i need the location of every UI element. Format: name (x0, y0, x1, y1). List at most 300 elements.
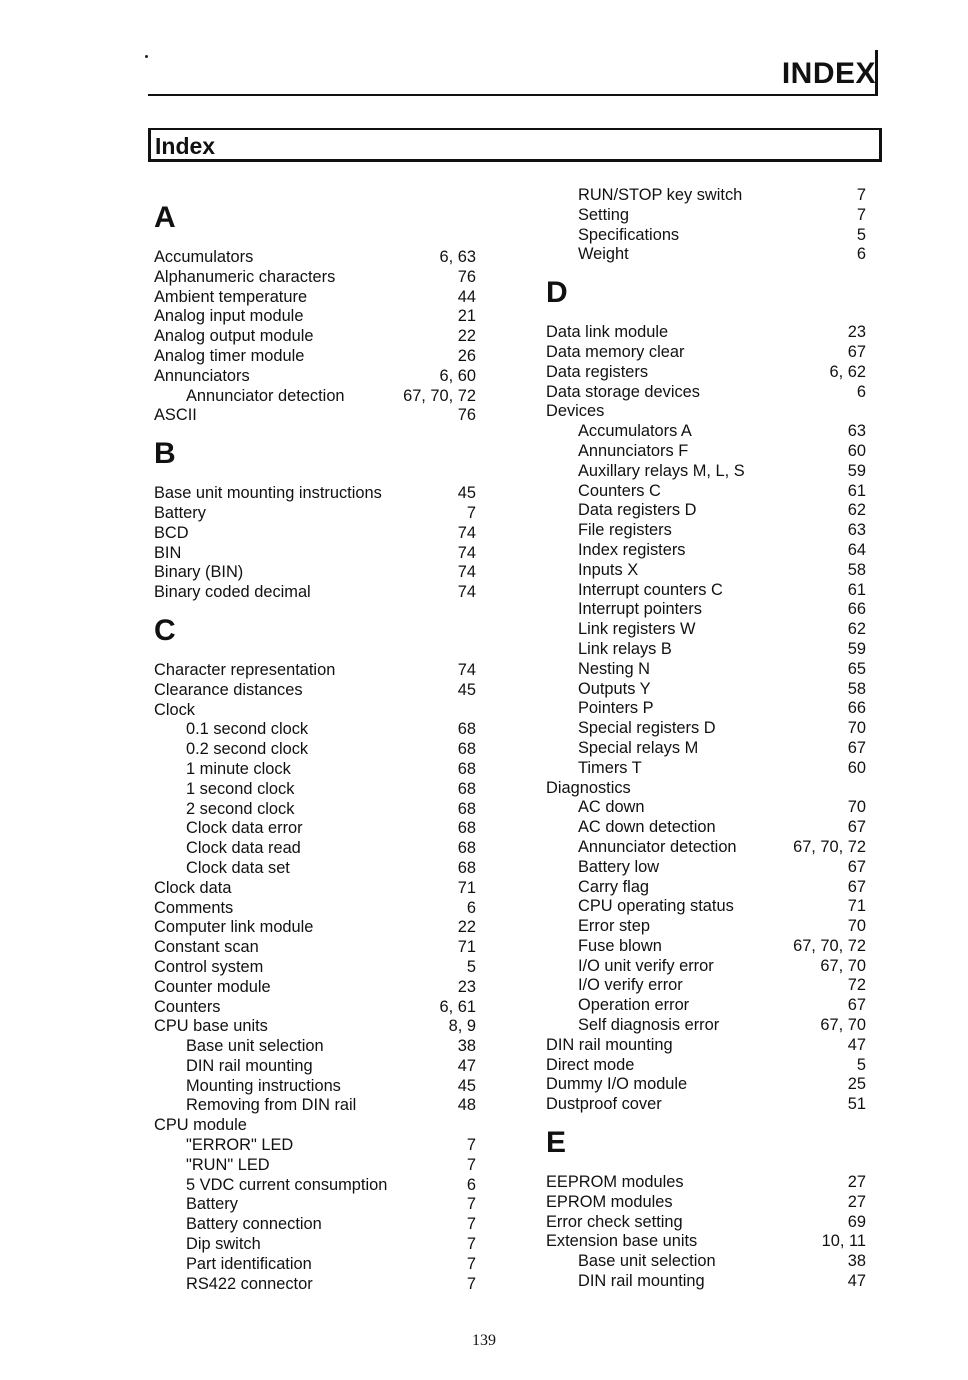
index-entry (154, 504, 476, 524)
entry-pages: 67 (847, 342, 866, 361)
index-entry (154, 307, 476, 327)
index-entry (154, 978, 476, 998)
section-letter: B (154, 437, 176, 471)
entry-pages: 6, 60 (439, 366, 476, 385)
entry-term: Binary (BIN) (154, 563, 244, 582)
index-subentry (154, 780, 476, 800)
index-subentry (154, 1037, 476, 1057)
entry-term: Battery low (578, 857, 660, 876)
entry-term: Alphanumeric characters (154, 267, 336, 286)
index-subentry (546, 640, 866, 660)
entry-term: Character representation (154, 660, 336, 679)
entry-pages: 65 (847, 659, 866, 678)
entry-term: 1 minute clock (186, 759, 291, 778)
entry-pages: 7 (466, 1235, 476, 1254)
entry-pages: 71 (457, 878, 476, 897)
entry-term: Annunciators (154, 366, 250, 385)
entry-term: Base unit selection (578, 1252, 716, 1271)
entry-pages: 7 (466, 1136, 476, 1155)
entry-pages: 68 (457, 839, 476, 858)
entry-term: Carry flag (578, 877, 650, 896)
entry-pages: 7 (856, 186, 866, 204)
index-subentry (154, 1215, 476, 1235)
index-subentry (546, 482, 866, 502)
entry-pages: 68 (457, 720, 476, 739)
index-subentry (546, 798, 866, 818)
entry-pages: 67 (847, 877, 866, 896)
entry-pages: 67, 70, 72 (403, 386, 476, 405)
entry-term: Base unit mounting instructions (154, 484, 382, 503)
index-section (154, 611, 476, 1295)
entry-pages: 67 (847, 996, 866, 1015)
entry-pages: 23 (847, 323, 866, 342)
entry-term: Index registers (578, 540, 686, 559)
entry-pages: 59 (847, 461, 866, 480)
entry-pages: 67 (847, 738, 866, 757)
index-entry (154, 288, 476, 308)
entry-pages: 61 (847, 580, 866, 599)
index-subentry (546, 976, 866, 996)
index-subentry (546, 996, 866, 1016)
entry-pages: 6 (856, 245, 866, 264)
index-entry (154, 938, 476, 958)
index-entry (154, 347, 476, 367)
index-subentry (154, 1176, 476, 1196)
entry-term: ASCII (154, 406, 197, 425)
entry-term: Analog output module (154, 327, 314, 346)
entry-term: BIN (154, 543, 182, 562)
entry-term: Error step (578, 917, 650, 936)
entry-term: I/O unit verify error (578, 956, 714, 975)
entry-term: Pointers P (578, 699, 654, 718)
entry-term: Constant scan (154, 938, 259, 957)
index-entry (154, 661, 476, 681)
entry-pages: 71 (847, 897, 866, 916)
entry-term: Inputs X (578, 560, 639, 579)
index-subentry (546, 660, 866, 680)
index-entry (546, 323, 866, 343)
entry-term: Special registers D (578, 719, 716, 738)
index-entry (154, 327, 476, 347)
index-subentry (154, 859, 476, 879)
index-entry (546, 1056, 866, 1076)
index-subentry (546, 1272, 866, 1292)
entry-term: Timers T (578, 758, 642, 777)
index-entry (546, 402, 866, 422)
index-entry (154, 899, 476, 919)
entry-pages: 22 (457, 918, 476, 937)
entry-pages: 7 (466, 1215, 476, 1234)
entry-pages: 67 (847, 818, 866, 837)
entry-pages: 6 (466, 898, 476, 917)
entry-term: CPU operating status (578, 897, 734, 916)
entry-pages: 62 (847, 501, 866, 520)
entry-term: Nesting N (578, 659, 650, 678)
index-subentry (546, 442, 866, 462)
entry-term: File registers (578, 521, 672, 540)
entry-term: 2 second clock (186, 799, 295, 818)
index-subentry (546, 858, 866, 878)
index-subentry (154, 1156, 476, 1176)
entry-pages: 70 (847, 798, 866, 817)
index-subentry (546, 957, 866, 977)
index-subentry (546, 680, 866, 700)
entry-pages: 67, 70 (820, 956, 866, 975)
entry-pages: 63 (847, 422, 866, 441)
entry-term: Annunciators F (578, 441, 689, 460)
index-entry (546, 1213, 866, 1233)
entry-pages: 67, 70, 72 (793, 837, 866, 856)
entry-pages: 72 (847, 976, 866, 995)
entry-term: RS422 connector (186, 1274, 313, 1293)
entry-pages: 61 (847, 481, 866, 500)
index-section (154, 198, 476, 426)
entry-pages: 74 (457, 543, 476, 562)
entry-pages: 6, 63 (439, 248, 476, 266)
entry-term: Dip switch (186, 1235, 261, 1254)
entry-term: Analog input module (154, 307, 304, 326)
entry-term: Comments (154, 898, 234, 917)
entry-pages: 74 (457, 563, 476, 582)
index-subentry (546, 600, 866, 620)
entry-pages: 66 (847, 600, 866, 619)
entry-term: Self diagnosis error (578, 1016, 720, 1035)
section-letter: A (154, 201, 176, 234)
entry-term: Counters C (578, 481, 661, 500)
entry-pages: 60 (847, 758, 866, 777)
entry-term: Clock (154, 700, 195, 719)
entry-pages: 59 (847, 639, 866, 658)
entry-term: BCD (154, 523, 189, 542)
entry-pages: 45 (457, 1076, 476, 1095)
entry-pages: 10, 11 (821, 1232, 866, 1251)
entry-pages: 7 (856, 205, 866, 224)
entry-term: Counters (154, 997, 221, 1016)
index-subentry (546, 739, 866, 759)
index-entry (154, 524, 476, 544)
index-subentry (546, 818, 866, 838)
index-entry (546, 1173, 866, 1193)
index-subentry (546, 937, 866, 957)
entry-pages: 27 (847, 1173, 866, 1192)
index-subentry (546, 186, 866, 206)
entry-term: Specifications (578, 225, 680, 244)
entry-pages: 5 (856, 1055, 866, 1074)
entry-term: Battery connection (186, 1215, 322, 1234)
entry-term: Interrupt pointers (578, 600, 702, 619)
page-number: 139 (472, 1332, 496, 1349)
index-entry (154, 248, 476, 268)
entry-term: Fuse blown (578, 936, 662, 955)
entry-pages: 70 (847, 719, 866, 738)
entry-term: "RUN" LED (186, 1155, 270, 1174)
entry-term: Data registers (546, 362, 649, 381)
entry-pages: 74 (457, 523, 476, 542)
entry-term: Interrupt counters C (578, 580, 723, 599)
entry-term: Dustproof cover (546, 1095, 662, 1114)
entry-pages: 22 (457, 327, 476, 346)
index-entry (546, 343, 866, 363)
index-entry (546, 363, 866, 383)
index-entry (546, 1232, 866, 1252)
index-subentry (546, 226, 866, 246)
entry-pages: 64 (847, 540, 866, 559)
entry-term: I/O verify error (578, 976, 683, 995)
entry-term: Part identification (186, 1254, 312, 1273)
index-subentry (546, 699, 866, 719)
index-subentry (546, 897, 866, 917)
index-subentry (546, 501, 866, 521)
index-subentry (154, 387, 476, 407)
index-entry (154, 701, 476, 721)
index-entry (154, 1017, 476, 1037)
index-entry (154, 484, 476, 504)
entry-term: Data storage devices (546, 382, 700, 401)
index-subentry (546, 838, 866, 858)
entry-term: Data link module (546, 323, 669, 342)
index-entry (154, 544, 476, 564)
index-entry (546, 1036, 866, 1056)
entry-pages: 68 (457, 819, 476, 838)
index-subentry (546, 541, 866, 561)
index-entry (154, 563, 476, 583)
entry-term: CPU module (154, 1116, 247, 1135)
entry-pages: 68 (457, 759, 476, 778)
entry-term: Clock data read (186, 839, 301, 858)
entry-term: Battery (186, 1195, 238, 1214)
entry-pages: 8, 9 (448, 1017, 476, 1036)
entry-pages: 6, 61 (439, 997, 476, 1016)
entry-pages: 48 (457, 1096, 476, 1115)
entry-term: Clock data (154, 878, 232, 897)
index-entry (154, 583, 476, 603)
entry-term: AC down (578, 798, 645, 817)
index-entry (154, 367, 476, 387)
entry-term: Accumulators (154, 248, 254, 266)
index-subentry (154, 1195, 476, 1215)
index-subentry (154, 800, 476, 820)
index-subentry (546, 719, 866, 739)
entry-pages: 62 (847, 620, 866, 639)
index-subentry (154, 819, 476, 839)
entry-term: CPU base units (154, 1017, 268, 1036)
index-subentry (546, 462, 866, 482)
entry-pages: 25 (847, 1075, 866, 1094)
entry-term: Auxillary relays M, L, S (578, 461, 745, 480)
entry-term: EPROM modules (546, 1192, 673, 1211)
index-subentry (154, 760, 476, 780)
index-heading-box (148, 128, 882, 162)
entry-pages: 74 (457, 583, 476, 602)
index-subentry (154, 1077, 476, 1097)
entry-term: DIN rail mounting (546, 1035, 673, 1054)
entry-pages: 58 (847, 679, 866, 698)
entry-pages: 27 (847, 1192, 866, 1211)
index-section (546, 1123, 866, 1292)
entry-pages: 44 (457, 287, 476, 306)
entry-pages: 45 (457, 680, 476, 699)
index-column-left (154, 190, 476, 1302)
entry-pages: 63 (847, 521, 866, 540)
entry-pages: 58 (847, 560, 866, 579)
entry-term: DIN rail mounting (578, 1272, 705, 1291)
index-entry (546, 1095, 866, 1115)
entry-term: Binary coded decimal (154, 583, 311, 602)
entry-term: Direct mode (546, 1055, 635, 1074)
index-subentry (546, 561, 866, 581)
entry-pages: 68 (457, 858, 476, 877)
index-entry (154, 1116, 476, 1136)
index-section (546, 186, 866, 265)
index-subentry (546, 581, 866, 601)
index-subentry (546, 1252, 866, 1272)
entry-term: Data registers D (578, 501, 697, 520)
entry-term: Battery (154, 503, 206, 522)
index-subentry (546, 245, 866, 265)
entry-pages: 47 (457, 1056, 476, 1075)
entry-pages: 66 (847, 699, 866, 718)
header-rule (148, 50, 878, 96)
entry-term: EEPROM modules (546, 1173, 684, 1192)
entry-pages: 67, 70 (820, 1016, 866, 1035)
entry-pages: 68 (457, 799, 476, 818)
entry-pages: 7 (466, 1254, 476, 1273)
entry-pages: 5 (856, 225, 866, 244)
entry-term: Link registers W (578, 620, 696, 639)
entry-term: "ERROR" LED (186, 1136, 294, 1155)
index-entry (154, 958, 476, 978)
entry-term: Setting (578, 205, 630, 224)
entry-pages: 47 (847, 1272, 866, 1291)
index-column-right (546, 186, 866, 1300)
entry-pages: 67 (847, 857, 866, 876)
entry-pages: 67, 70, 72 (793, 936, 866, 955)
entry-term: Analog timer module (154, 346, 305, 365)
entry-pages: 45 (457, 484, 476, 503)
section-letter: C (154, 613, 176, 647)
entry-pages: 69 (847, 1212, 866, 1231)
entry-pages: 38 (847, 1252, 866, 1271)
section-letter: D (546, 276, 568, 310)
entry-pages: 23 (457, 977, 476, 996)
entry-pages: 38 (457, 1037, 476, 1056)
entry-term: Clock data error (186, 819, 303, 838)
entry-term: Ambient temperature (154, 287, 308, 306)
index-subentry (546, 759, 866, 779)
entry-term: Control system (154, 957, 264, 976)
index-subentry (154, 1255, 476, 1275)
index-subentry (546, 422, 866, 442)
index-heading-label: Index (155, 133, 216, 159)
entry-term: Accumulators A (578, 422, 692, 441)
entry-pages: 74 (457, 660, 476, 679)
entry-pages: 68 (457, 779, 476, 798)
entry-pages: 60 (847, 441, 866, 460)
entry-term: Diagnostics (546, 778, 631, 797)
entry-term: 0.2 second clock (186, 740, 309, 759)
entry-term: Weight (578, 245, 629, 264)
index-subentry (546, 620, 866, 640)
page-header-title: INDEX (781, 57, 876, 90)
entry-term: Annunciator detection (578, 837, 737, 856)
entry-term: Computer link module (154, 918, 314, 937)
index-section (546, 273, 866, 1115)
index-subentry (546, 521, 866, 541)
entry-term: Outputs Y (578, 679, 651, 698)
index-entry (154, 406, 476, 426)
entry-term: Counter module (154, 977, 271, 996)
entry-term: AC down detection (578, 818, 716, 837)
entry-pages: 7 (466, 1155, 476, 1174)
index-entry (154, 681, 476, 701)
index-subentry (154, 1057, 476, 1077)
entry-term: 5 VDC current consumption (186, 1175, 388, 1194)
entry-pages: 47 (847, 1035, 866, 1054)
entry-pages: 26 (457, 346, 476, 365)
index-subentry (546, 206, 866, 226)
entry-pages: 6, 62 (829, 362, 866, 381)
section-letter: E (546, 1126, 567, 1160)
entry-pages: 76 (457, 267, 476, 286)
entry-term: Base unit selection (186, 1037, 324, 1056)
entry-pages: 51 (847, 1095, 866, 1114)
entry-term: Special relays M (578, 738, 699, 757)
entry-term: Clearance distances (154, 680, 303, 699)
entry-term: DIN rail mounting (186, 1056, 313, 1075)
entry-term: 1 second clock (186, 779, 295, 798)
index-subentry (546, 1016, 866, 1036)
entry-term: Dummy I/O module (546, 1075, 688, 1094)
index-subentry (154, 1136, 476, 1156)
index-entry (154, 268, 476, 288)
entry-term: Data memory clear (546, 342, 685, 361)
entry-term: Error check setting (546, 1212, 683, 1231)
index-section (154, 434, 476, 603)
entry-term: Devices (546, 402, 605, 421)
entry-pages: 7 (466, 503, 476, 522)
entry-pages: 6 (466, 1175, 476, 1194)
index-entry (546, 1075, 866, 1095)
entry-term: RUN/STOP key switch (578, 186, 743, 204)
index-subentry (154, 1235, 476, 1255)
index-subentry (154, 1275, 476, 1295)
entry-pages: 68 (457, 740, 476, 759)
entry-pages: 6 (856, 382, 866, 401)
index-entry (154, 998, 476, 1018)
entry-term: Annunciator detection (186, 386, 345, 405)
entry-term: Mounting instructions (186, 1076, 341, 1095)
entry-pages: 71 (457, 938, 476, 957)
entry-term: Removing from DIN rail (186, 1096, 357, 1115)
index-entry (546, 383, 866, 403)
entry-pages: 7 (466, 1195, 476, 1214)
entry-term: 0.1 second clock (186, 720, 309, 739)
index-subentry (546, 917, 866, 937)
index-entry (154, 918, 476, 938)
index-subentry (154, 1096, 476, 1116)
index-subentry (154, 839, 476, 859)
entry-term: Operation error (578, 996, 690, 1015)
index-entry (546, 1193, 866, 1213)
index-subentry (154, 740, 476, 760)
index-subentry (546, 878, 866, 898)
entry-pages: 76 (457, 406, 476, 425)
entry-term: Link relays B (578, 639, 672, 658)
entry-pages: 70 (847, 917, 866, 936)
entry-pages: 21 (457, 307, 476, 326)
index-subentry (154, 720, 476, 740)
entry-term: Clock data set (186, 858, 290, 877)
